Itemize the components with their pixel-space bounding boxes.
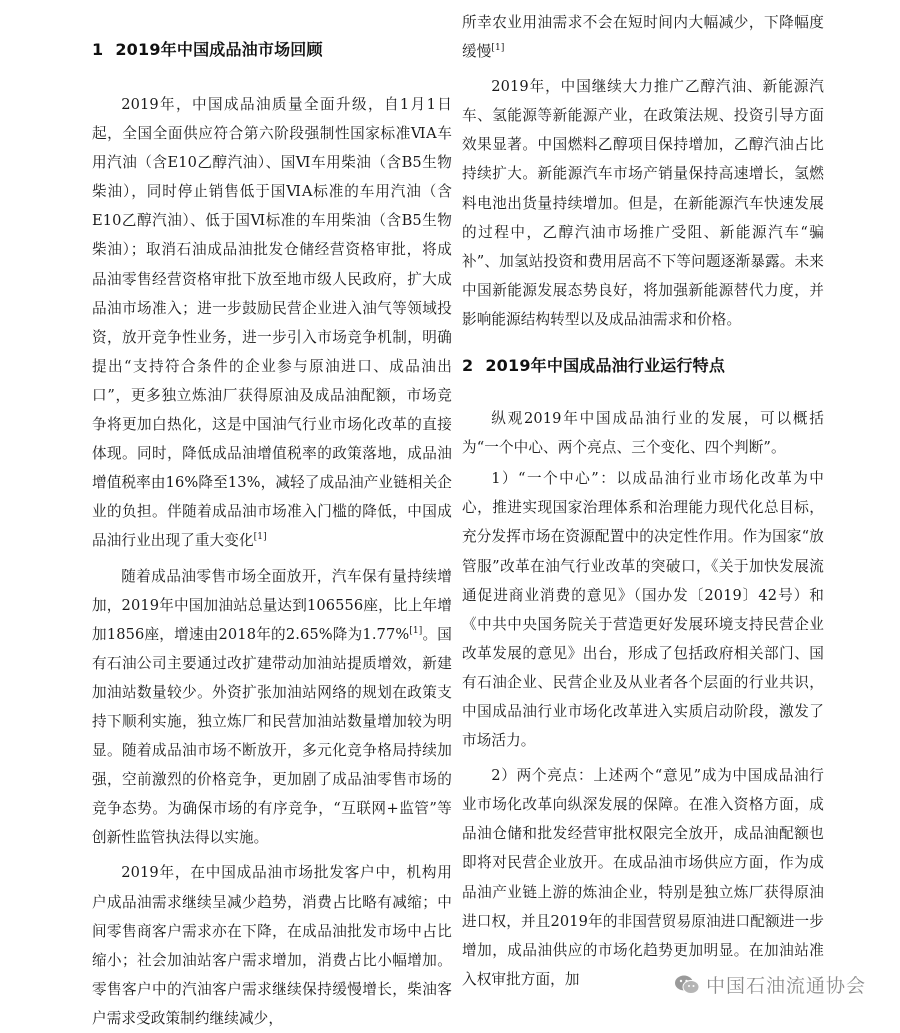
watermark-text: 中国石油流通协会 bbox=[705, 975, 866, 997]
reference-mark: [1] bbox=[409, 625, 423, 636]
section-1-title: 2019年中国成品油市场回顾 bbox=[115, 40, 323, 59]
paragraph: 纵观2019年中国成品油行业的发展，可以概括为“一个中心、两个亮点、三个变化、四个判断”。 bbox=[462, 410, 824, 457]
paragraph: 2）两个亮点：上述两个“意见”成为中国成品油行业市场化改革向纵深发展的保障。在准入资格方面，成品油仓储和批发经营审批权限完全放开，成品油配额也即将对民营企业放开。在成品油市场供应方面，作为成品油产业链上游的炼油企业，特别是独立炼厂获得原油进口权，并且2019年的非国营贸易原油进口配额进一步增加，成品油供应的市场化趋势更加明显。在加油站准入权审批方面，加 bbox=[462, 767, 824, 988]
section-2-title: 2019年中国成品油行业运行特点 bbox=[485, 356, 726, 376]
reference-mark: [1] bbox=[491, 43, 505, 54]
section-2-number: 2 bbox=[462, 356, 474, 376]
paragraph: 1）“一个中心”：以成品油行业市场化改革为中心，推进实现国家治理体系和治理能力现代化总目标，充分发挥市场在资源配置中的决定性作用。作为国家“放管服”改革在油气行业改革的突破口，《关于加快发展流通促进商业消费的意见》（国办发〔2019〕42号）和《中共中央国务院关于营造更好发展环境支持民营企业改革发展的意见》出台，形成了包括政府相关部门、国有石油企业、民营企业及从业者各个层面的行业共识，中国成品油行业市场化改革进入实质启动阶段，激发了市场活力。 bbox=[462, 470, 824, 750]
paragraph-continued: 所幸农业用油需求不会在短时间内大幅减少，下降幅度缓慢[1] bbox=[462, 14, 824, 61]
paragraph: 2019年，中国继续大力推广乙醇汽油、新能源汽车、氢能源等新能源产业，在政策法规、投资引导方面效果显著。中国燃料乙醇项目保持增加，乙醇汽油占比持续扩大。新能源汽车市场产销量保持高速增长，氢燃料电池出货量持续增加。但是，在新能源汽车快速发展的过程中，乙醇汽油市场推广受阻、新能源汽车“骗补”、加氢站投资和费用居高不下等问题逐渐暴露。未来中国新能源发展态势良好，将加强新能源替代力度，并影响能源结构转型以及成品油需求和价格。 bbox=[462, 78, 824, 328]
reference-mark: [1] bbox=[253, 532, 267, 543]
paragraph: 随着成品油零售市场全面放开，汽车保有量持续增加，2019年中国加油站总量达到106556座，比上年增加1856座，增速由2018年的2.65%降为1.77%[1]。国有石油公司主要通过改扩建带动加油站提质增效，新建加油站数量较少。外资扩张加油站网络的规划在政策支持下顺利实施，独立炼厂和民营加油站数量增加较为明显。随着成品油市场不断放开，多元化竞争格局持续加强，空前激烈的价格竞争，更加剧了成品油零售市场的竞争态势。为确保市场的有序竞争，“互联网+监管”等创新性监管执法得以实施。 bbox=[92, 567, 452, 847]
watermark bbox=[668, 969, 872, 1000]
wechat-icon bbox=[674, 974, 700, 996]
paragraph: 2019年，中国成品油质量全面升级，自1月1日起，全国全面供应符合第六阶段强制性国家标准ⅥA车用汽油（含E10乙醇汽油）、国Ⅵ车用柴油（含B5生物柴油），同时停止销售低于国ⅥA标准的车用汽油（含E10乙醇汽油）、低于国Ⅵ标准的车用柴油（含B5生物柴油）；取消石油成品油批发仓储经营资格审批，将成品油零售经营资格审批下放至地市级人民政府，扩大成品油市场准入；进一步鼓励民营企业进入油气等领域投资，放开竞争性业务，进一步引入市场竞争机制，明确提出“支持符合条件的企业参与原油进口、成品油出口”，更多独立炼油厂获得原油及成品油配额，市场竞争将更加白热化，这是中国油气行业市场化改革的直接体现。同时，降低成品油增值税率的政策落地，成品油增值税率由16%降至13%，减轻了成品油产业链相关企业的负担。伴随着成品油市场准入门槛的降低，中国成品油行业出现了重大变化[1] bbox=[92, 96, 452, 550]
section-1-heading bbox=[92, 38, 452, 62]
right-column bbox=[462, 14, 824, 994]
left-column bbox=[92, 38, 452, 1033]
section-2-heading bbox=[462, 354, 824, 378]
paragraph: 2019年，在中国成品油市场批发客户中，机构用户成品油需求继续呈减少趋势，消费占比略有减缩；中间零售商客户需求亦在下降，在成品油批发市场中占比缩小；社会加油站客户需求增加，消费占比小幅增加。零售客户中的汽油客户需求继续保持缓慢增长，柴油客户需求受政策制约继续减少， bbox=[92, 864, 452, 1027]
section-1-number: 1 bbox=[92, 40, 104, 59]
